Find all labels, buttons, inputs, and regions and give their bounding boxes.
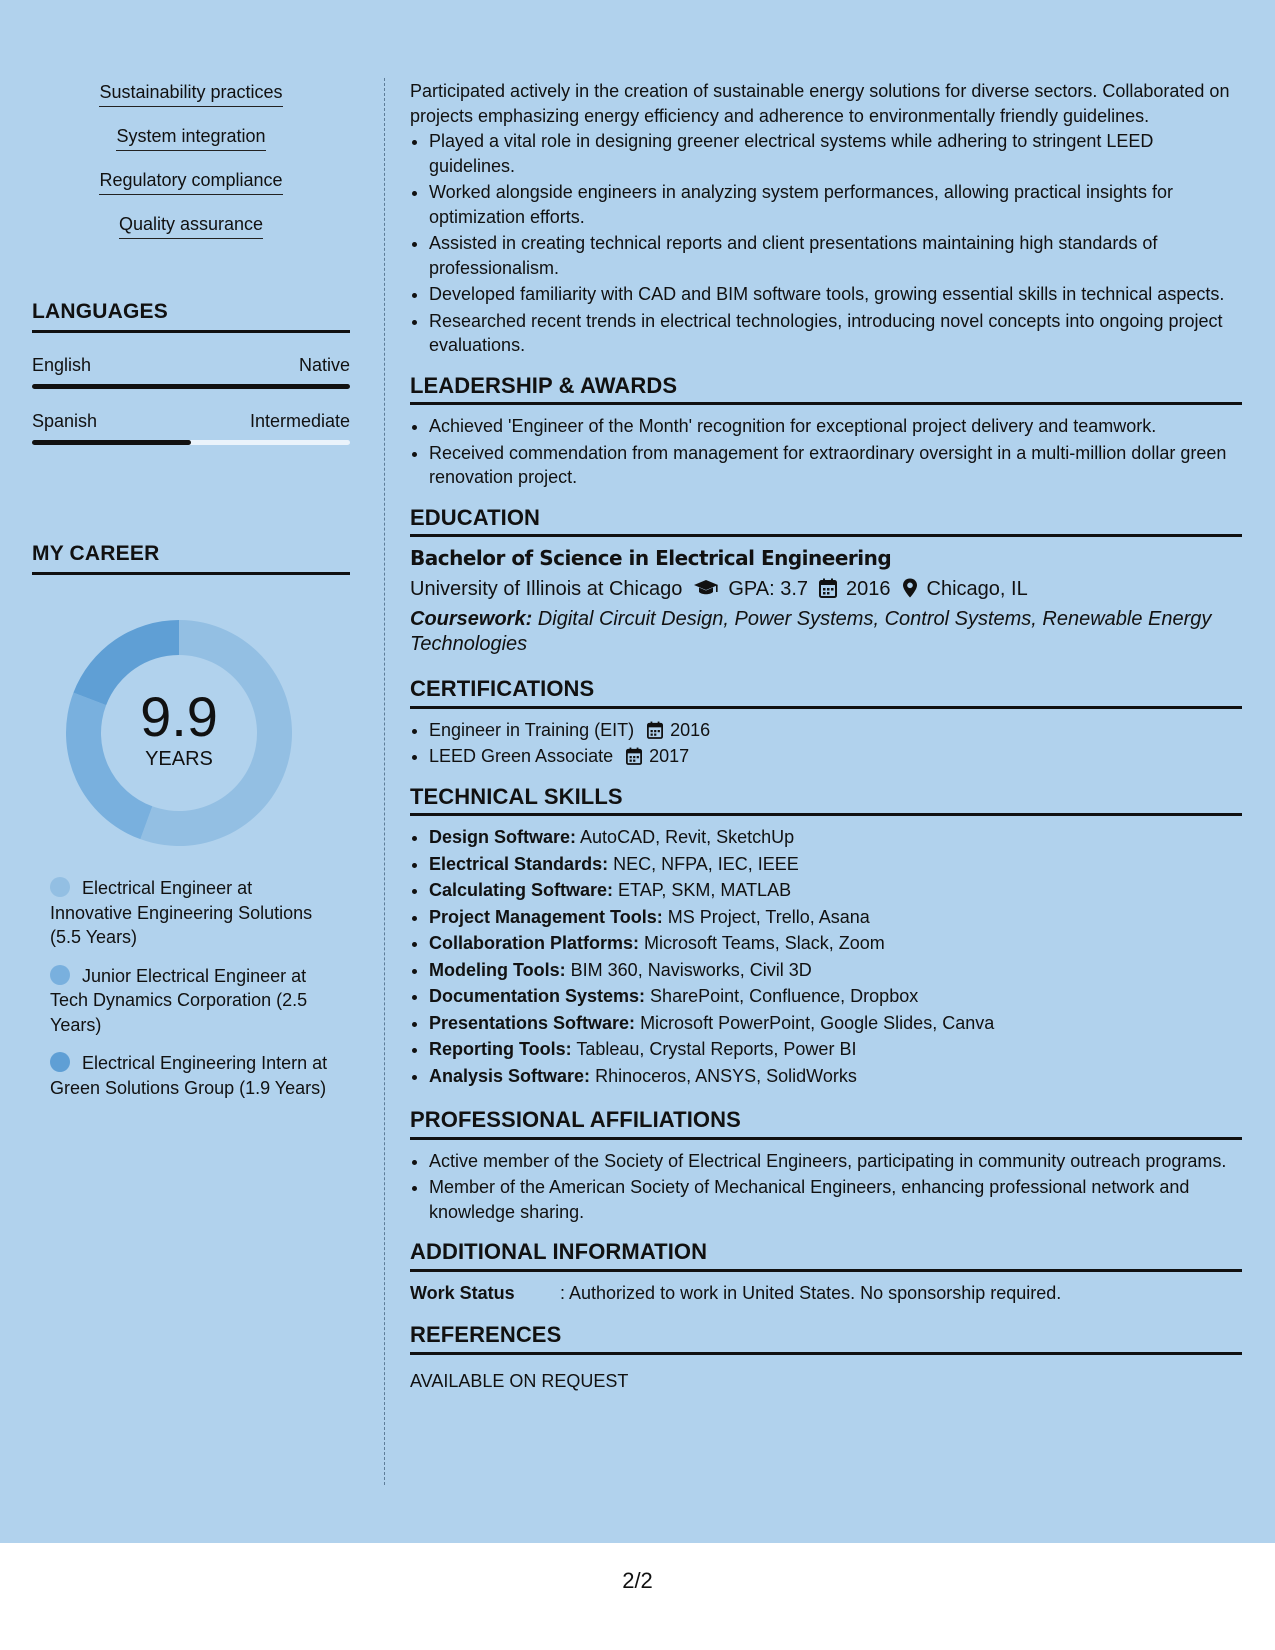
education-gpa: GPA: 3.7 (728, 577, 809, 600)
leadership-bullet: • Received commendation from management for extraordinary oversight in a multi-million dollar green renovation project. (429, 441, 1242, 490)
coursework-label: Coursework: (410, 608, 533, 630)
language-proficiency-bar (32, 440, 350, 445)
language-proficiency-bar (32, 384, 350, 389)
experience-bullet: • Researched recent trends in electrical technologies, introducing novel concepts into ongoing project evaluations. (429, 309, 1242, 358)
technical-skill-item (429, 1037, 1242, 1062)
career-legend-text: Electrical Engineer at Innovative Engineering Solutions (5.5 Years) (50, 878, 313, 947)
technical-skill-item (429, 878, 1242, 903)
column-divider (384, 78, 385, 1485)
affiliations-heading: PROFESSIONAL AFFILIATIONS (410, 1108, 1242, 1140)
technical-skill-label: Design Software: (429, 827, 577, 847)
career-legend-item (50, 1051, 332, 1100)
technical-skill-value: Microsoft PowerPoint, Google Slides, Canva (635, 1012, 995, 1033)
career-legend (32, 876, 350, 1100)
technical-skill-value: NEC, NFPA, IEC, IEEE (608, 853, 799, 874)
skill-item: Quality assurance (119, 212, 263, 239)
work-status-label: Work Status (410, 1282, 515, 1303)
experience-bullets (410, 129, 1242, 358)
career-legend-item (50, 964, 332, 1038)
location-pin-icon (902, 577, 918, 602)
references-text: AVAILABLE ON REQUEST (410, 1370, 629, 1391)
technical-skill-item (429, 1011, 1242, 1036)
technical-skill-value: MS Project, Trello, Asana (662, 906, 870, 927)
technical-skill-label: Modeling Tools: (429, 959, 566, 980)
technical-skill-value: Microsoft Teams, Slack, Zoom (639, 933, 885, 953)
education-year: 2016 (846, 577, 891, 600)
technical-skill-value: ETAP, SKM, MATLAB (613, 880, 792, 900)
affiliations-list (410, 1149, 1242, 1225)
education-meta (410, 577, 1242, 602)
page-number: 2/2 (622, 1568, 653, 1593)
skills-list (32, 80, 350, 256)
work-status-value: : Authorized to work in United States. No sponsorship required. (560, 1282, 1062, 1303)
experience-entry (410, 79, 1242, 358)
technical-skill-value: Rhinoceros, ANSYS, SolidWorks (590, 1065, 857, 1086)
skill-item: Regulatory compliance (99, 168, 282, 195)
education-location: Chicago, IL (926, 577, 1028, 600)
main-column (410, 79, 1242, 1393)
calendar-icon (647, 720, 663, 740)
technical-skill-value: Tableau, Crystal Reports, Power BI (571, 1039, 857, 1059)
language-item (32, 411, 350, 445)
affiliation-item: • Member of the American Society of Mechanical Engineers, enhancing professional network and knowledge sharing. (429, 1175, 1242, 1224)
language-proficiency-fill (32, 440, 191, 445)
technical-skill-label: Documentation Systems: (429, 986, 646, 1006)
technical-skill-label: Analysis Software: (429, 1065, 591, 1086)
affiliation-item: • Active member of the Society of Electrical Engineers, participating in community outreach programs. (429, 1149, 1242, 1174)
legend-dot (50, 1052, 70, 1072)
skill-item: Sustainability practices (99, 80, 282, 107)
technical-skill-label: Presentations Software: (429, 1012, 636, 1033)
references-heading: REFERENCES (410, 1323, 1242, 1355)
work-status-row (410, 1281, 1242, 1306)
education-coursework (410, 607, 1242, 657)
leadership-heading: LEADERSHIP & AWARDS (410, 374, 1242, 406)
experience-bullet: • Played a vital role in designing greener electrical systems while adhering to stringent LEED guidelines. (429, 129, 1242, 178)
certification-year: 2016 (670, 719, 711, 740)
language-level: Native (298, 355, 350, 375)
technical-skill-item (429, 905, 1242, 930)
calendar-icon (626, 746, 642, 766)
technical-skill-item (429, 1064, 1242, 1089)
career-donut-chart (66, 620, 292, 846)
legend-dot (50, 877, 70, 897)
coursework-list: Digital Circuit Design, Power Systems, Control Systems, Renewable Energy Technologies (410, 608, 1212, 655)
language-proficiency-fill (32, 384, 350, 389)
certification-name: Engineer in Training (EIT) (429, 719, 635, 740)
technical-skill-item (429, 984, 1242, 1009)
technical-skill-label: Calculating Software: (429, 880, 614, 900)
page-footer (0, 1543, 1275, 1650)
certification-name: LEED Green Associate (429, 746, 614, 766)
career-legend-text: Electrical Engineering Intern at Green Solutions Group (1.9 Years) (50, 1053, 328, 1098)
career-total-years: 9.9 (140, 684, 218, 748)
technical-skill-item (429, 852, 1242, 877)
certification-year: 2017 (649, 746, 690, 766)
graduation-cap-icon (693, 577, 719, 602)
language-name: Spanish (32, 411, 98, 431)
leadership-bullet: • Achieved 'Engineer of the Month' recognition for exceptional project delivery and teamwork. (429, 414, 1242, 439)
technical-skill-label: Electrical Standards: (429, 853, 609, 874)
career-legend-text: Junior Electrical Engineer at Tech Dynamics Corporation (2.5 Years) (50, 965, 308, 1035)
education-degree: Bachelor of Science in Electrical Engineering (410, 546, 892, 570)
technical-skill-value: BIM 360, Navisworks, Civil 3D (565, 959, 812, 980)
languages-heading: LANGUAGES (32, 300, 350, 333)
certification-item (429, 744, 1242, 769)
calendar-icon (819, 577, 837, 602)
certifications-heading: CERTIFICATIONS (410, 677, 1242, 709)
career-legend-item (50, 876, 332, 950)
language-item (32, 355, 350, 389)
technical-skill-item (429, 931, 1242, 956)
languages-section (32, 300, 350, 445)
legend-dot (50, 965, 70, 985)
technical-skills-heading: TECHNICAL SKILLS (410, 785, 1242, 817)
technical-skill-label: Reporting Tools: (429, 1039, 572, 1059)
certifications-list (410, 718, 1242, 769)
experience-bullet: • Developed familiarity with CAD and BIM software tools, growing essential skills in technical aspects. (429, 282, 1242, 307)
technical-skill-label: Project Management Tools: (429, 906, 663, 927)
leadership-bullets (410, 414, 1242, 490)
experience-summary: Participated actively in the creation of sustainable energy solutions for diverse sectors. Collaborated on projects emphasizing energy efficiency and adherence to environmentally friendly guidelines. (410, 81, 1230, 126)
technical-skill-item (429, 958, 1242, 983)
certification-item (429, 718, 1242, 743)
technical-skill-value: AutoCAD, Revit, SketchUp (576, 827, 795, 847)
technical-skill-label: Collaboration Platforms: (429, 933, 640, 953)
experience-bullet: • Worked alongside engineers in analyzing system performances, allowing practical insights for optimization efforts. (429, 180, 1242, 229)
technical-skill-item (429, 825, 1242, 850)
skill-item: System integration (116, 124, 265, 151)
experience-bullet: • Assisted in creating technical reports and client presentations maintaining high standards of professionalism. (429, 231, 1242, 280)
language-name: English (32, 355, 92, 375)
technical-skill-value: SharePoint, Confluence, Dropbox (645, 986, 919, 1006)
additional-info-heading: ADDITIONAL INFORMATION (410, 1240, 1242, 1272)
career-heading: MY CAREER (32, 542, 350, 575)
education-school: University of Illinois at Chicago (410, 577, 683, 600)
language-level: Intermediate (249, 411, 350, 431)
career-total-unit: YEARS (145, 747, 213, 770)
technical-skills-list (410, 825, 1242, 1088)
education-heading: EDUCATION (410, 506, 1242, 538)
career-section (32, 542, 350, 1114)
